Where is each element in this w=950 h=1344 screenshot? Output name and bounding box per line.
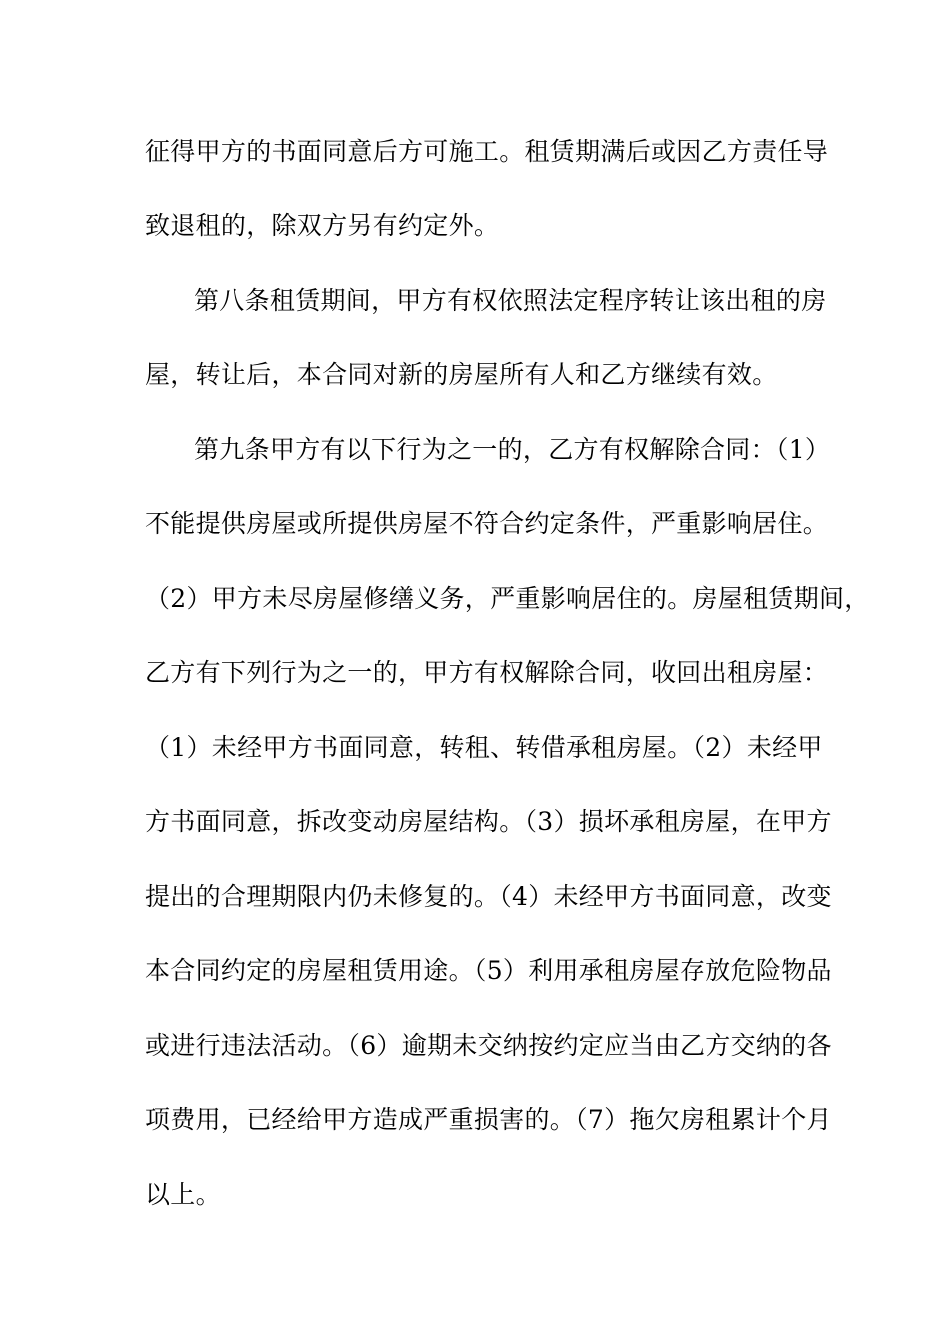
text-line: 第八条租赁期间，甲方有权依照法定程序转让该出租的房: [194, 286, 827, 315]
text-line: 第九条甲方有以下行为之一的，乙方有权解除合同：（1）: [194, 435, 831, 464]
text-line: 提出的合理期限内仍未修复的。（4）未经甲方书面同意，改变: [145, 882, 832, 911]
text-line: 致退租的，除双方另有约定外。: [145, 211, 500, 240]
text-line: 乙方有下列行为之一的，甲方有权解除合同，收回出租房屋：: [145, 658, 829, 687]
text-line: 征得甲方的书面同意后方可施工。租赁期满后或因乙方责任导: [145, 137, 829, 166]
text-line: 屋，转让后，本合同对新的房屋所有人和乙方继续有效。: [145, 360, 778, 389]
text-line: 方书面同意，拆改变动房屋结构。（3）损坏承租房屋，在甲方: [145, 807, 832, 836]
text-line: 不能提供房屋或所提供房屋不符合约定条件，严重影响居住。: [145, 509, 829, 538]
text-line: 或进行违法活动。（6）逾期未交纳按约定应当由乙方交纳的各: [145, 1031, 832, 1060]
text-line: 项费用，已经给甲方造成严重损害的。（7）拖欠房租累计个月: [145, 1105, 832, 1134]
text-line: （2）甲方未尽房屋修缮义务，严重影响居住的。房屋租赁期间，: [145, 584, 870, 613]
text-line: 以上。: [145, 1180, 221, 1209]
text-line: （1）未经甲方书面同意，转租、转借承租房屋。（2）未经甲: [145, 733, 823, 762]
text-line: 本合同约定的房屋租赁用途。（5）利用承租房屋存放危险物品: [145, 956, 832, 985]
